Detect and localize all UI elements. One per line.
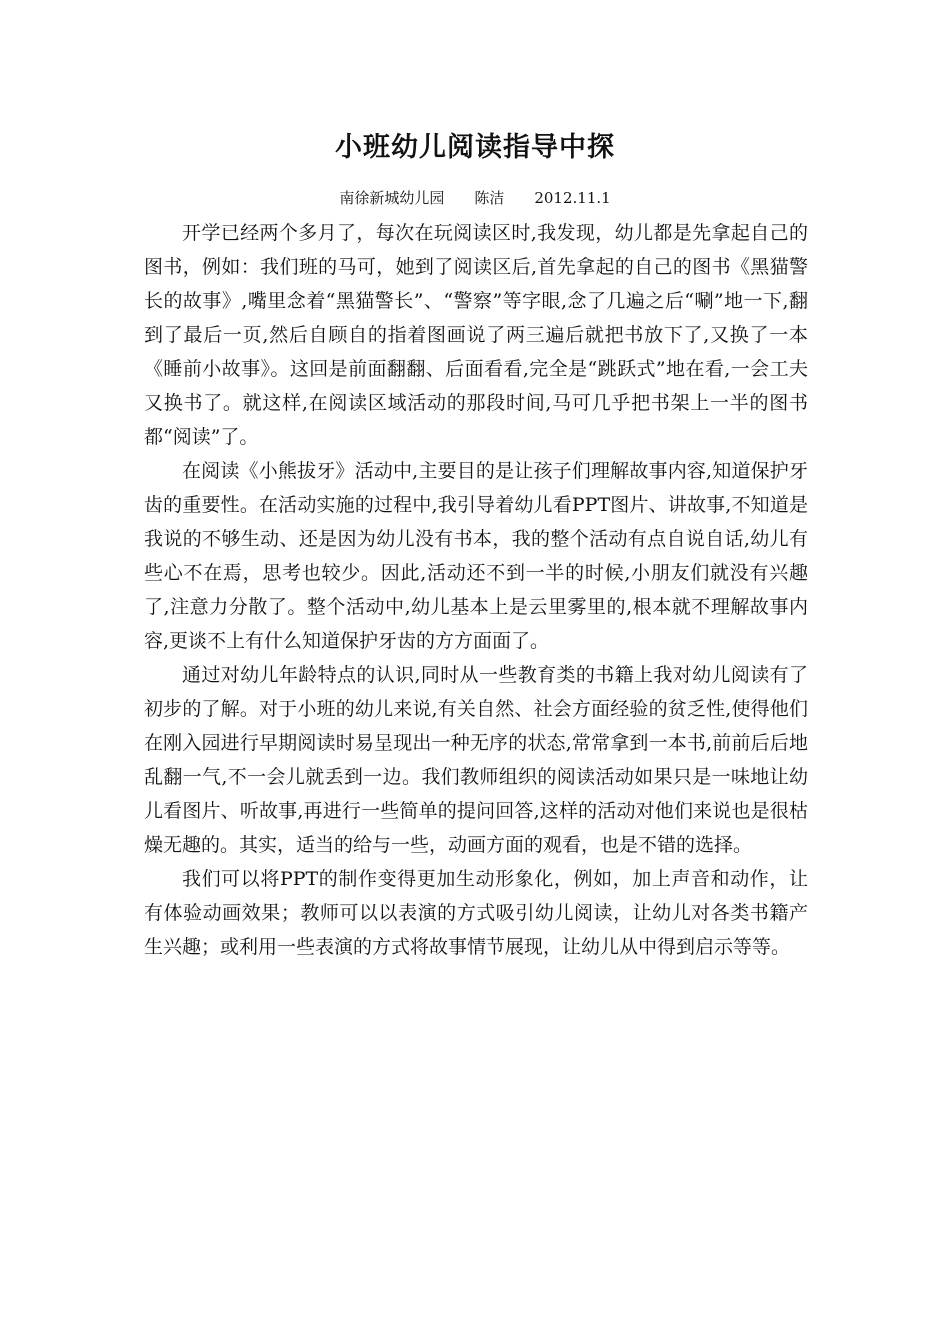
paragraph-4: 我们可以将PPT的制作变得更加生动形象化，例如，加上声音和动作，让有体验动画效果；教师可以以表演的方式吸引幼儿阅读，让幼儿对各类书籍产生兴趣；或利用一些表演的方式将故事情节展现，让幼儿从中得到启示等等。 [144, 868, 808, 958]
paragraph-1: 开学已经两个多月了，每次在玩阅读区时,我发现，幼儿都是先拿起自己的图书，例如：我们班的马可，她到了阅读区后,首先拿起的自己的图书《黑猫警长的故事》,嘴里念着“黑猫警长”、“警察”等字眼,念了几遍之后“唰”地一下,翻到了最后一页,然后自顾自的指着图画说了两三遍后就把书放下了,又换了一本《睡前小故事》。这回是前面翻翻、后面看看,完全是“跳跃式”地在看,一会工夫又换书了。就这样,在阅读区域活动的那段时间,马可几乎把书架上一半的图书都“阅读”了。 [144, 222, 808, 448]
byline-author: 陈洁 [474, 189, 505, 207]
article-body [144, 216, 808, 964]
byline-school: 南徐新城幼儿园 [339, 189, 445, 207]
document-title: 小班幼儿阅读指导中探 [335, 132, 615, 163]
paragraph-2: 在阅读《小熊拔牙》活动中,主要目的是让孩子们理解故事内容,知道保护牙齿的重要性。在活动实施的过程中,我引导着幼儿看PPT图片、讲故事,不知道是我说的不够生动、还是因为幼儿没有书本，我的整个活动有点自说自话,幼儿有些心不在焉，思考也较少。因此,活动还不到一半的时候,小朋友们就没有兴趣了,注意力分散了。整个活动中,幼儿基本上是云里雾里的,根本就不理解故事内容,更谈不上有什么知道保护牙齿的方方面面了。 [144, 460, 808, 652]
byline [0, 186, 950, 210]
paragraph-3: 通过对幼儿年龄特点的认识,同时从一些教育类的书籍上我对幼儿阅读有了初步的了解。对于小班的幼儿来说,有关自然、社会方面经验的贫乏性,使得他们在刚入园进行早期阅读时易呈现出一种无序的状态,常常拿到一本书,前前后后地乱翻一气,不一会儿就丢到一边。我们教师组织的阅读活动如果只是一味地让幼儿看图片、听故事,再进行一些简单的提问回答,这样的活动对他们来说也是很枯燥无趣的。其实，适当的给与一些，动画方面的观看，也是不错的选择。 [144, 664, 808, 856]
byline-date: 2012.11.1 [534, 189, 611, 207]
